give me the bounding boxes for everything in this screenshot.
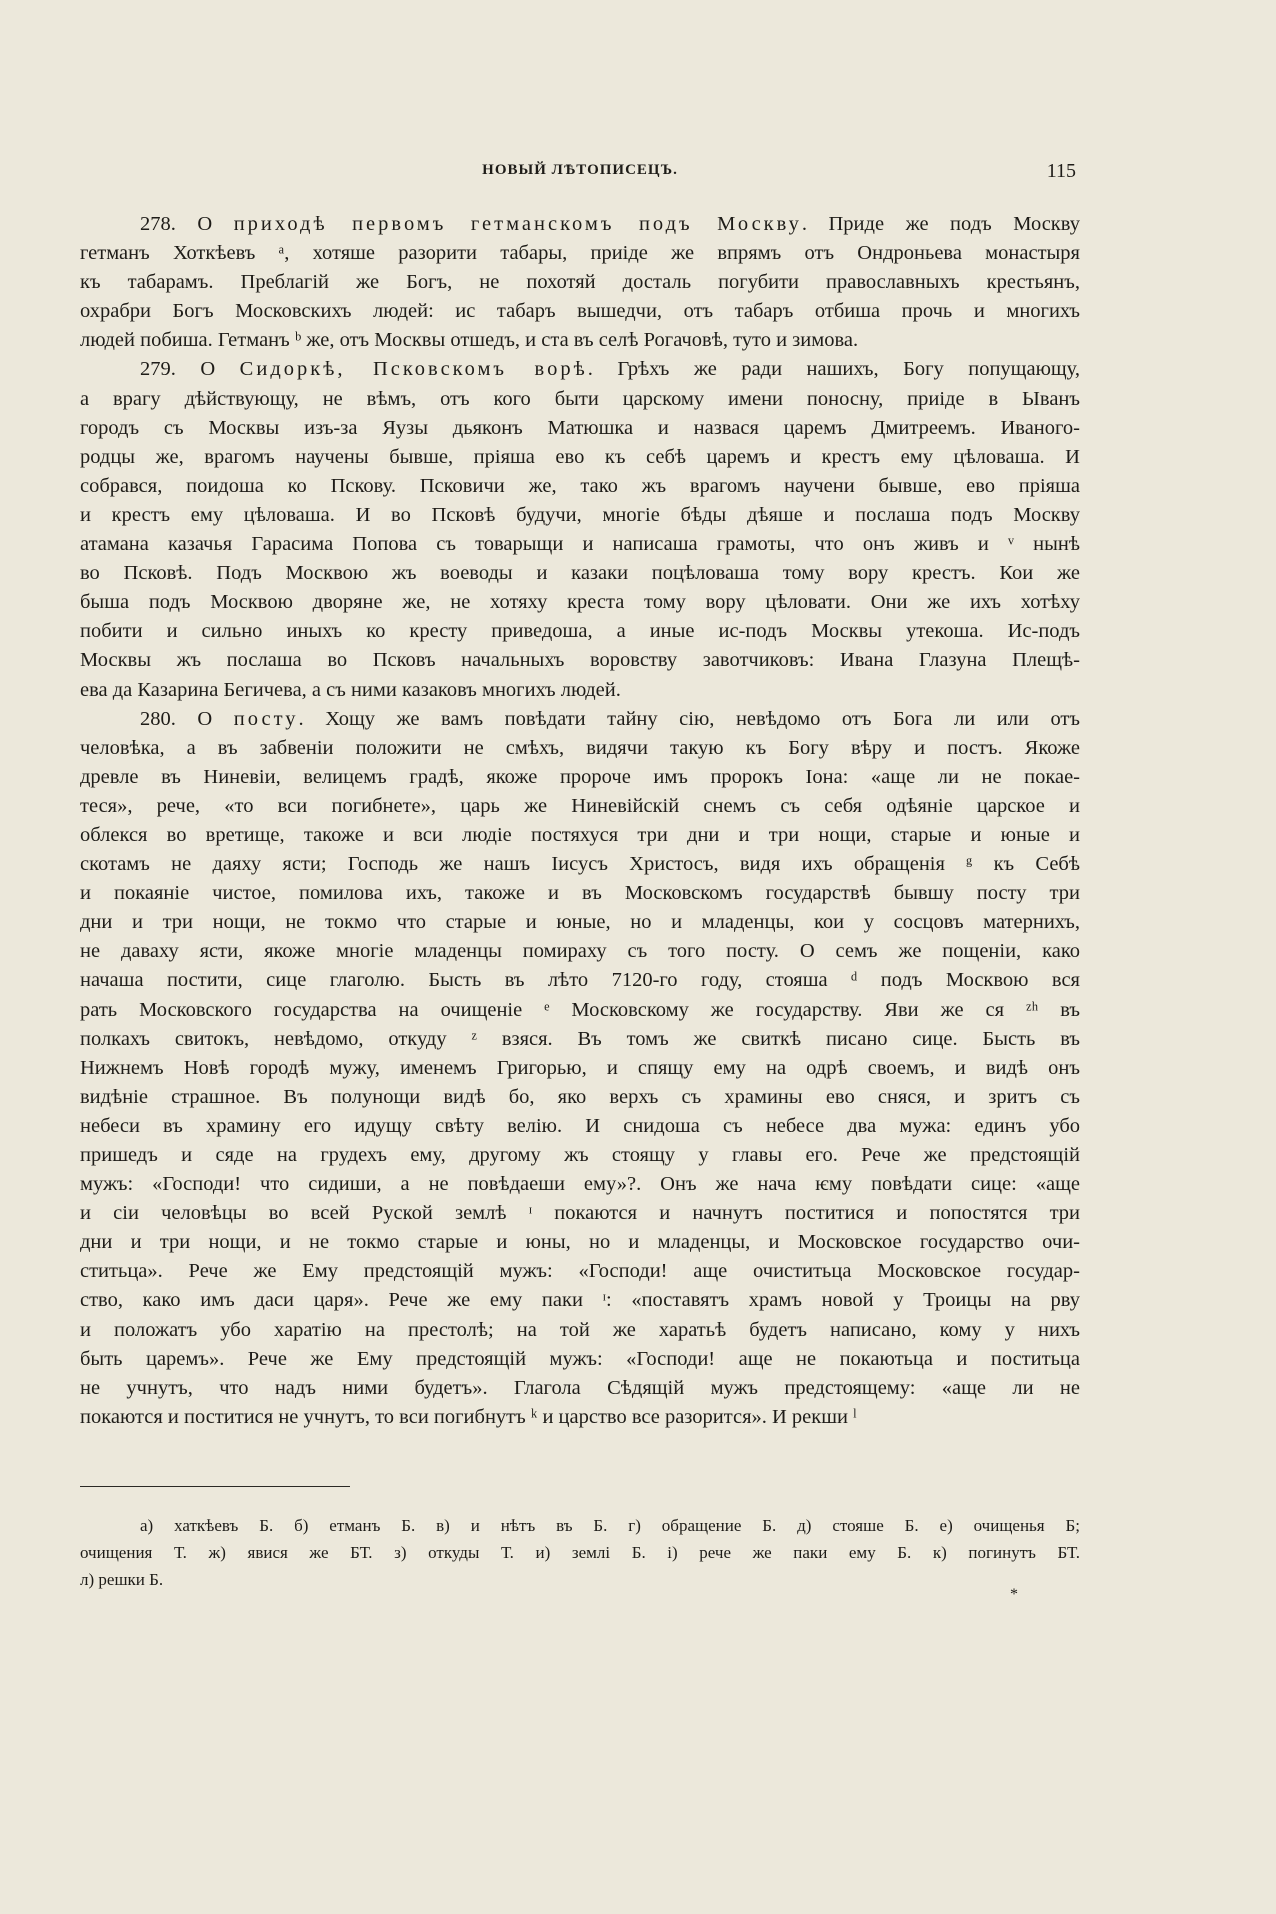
- text-line: [80, 588, 1080, 617]
- text-segment: ева да Казарина Бегичева, а съ ними казаковъ многихъ людей.: [80, 678, 621, 701]
- text-segment: начаша постити, сице глаголю. Бысть въ лѣто 7120-го году, стояша ᵈ подъ Москвою вся: [80, 969, 1080, 992]
- text-segment: древле въ Ниневіи, велицемъ градѣ, якоже пророче имъ пророкъ Іона: «аще ли не покае-: [80, 765, 1080, 788]
- footnote-line: а) хаткѣевъ Б. б) етманъ Б. в) и нѣтъ въ Б. г) обращение Б. д) стояше Б. е) очищенья Б;: [140, 1516, 1080, 1535]
- footnote-rule: [80, 1486, 350, 1487]
- text-line: [80, 1199, 1080, 1228]
- text-segment: . Хощу же вамъ повѣдати тайну сію, невѣдомо отъ Бога ли или отъ: [298, 707, 1080, 730]
- text-line: [80, 1228, 1080, 1257]
- text-line: [80, 414, 1080, 443]
- text-line: [80, 326, 1080, 355]
- text-line: [80, 268, 1080, 297]
- text-line: [80, 676, 1080, 705]
- text-line: [80, 1054, 1080, 1083]
- text-segment: не учнутъ, что надъ ними будетъ». Глагола Сѣдящій мужъ предстоящему: «аще ли не: [80, 1376, 1080, 1399]
- text-line: [80, 763, 1080, 792]
- signature-mark: *: [1010, 1586, 1018, 1603]
- text-segment: . Приде же подъ Москву: [801, 213, 1080, 235]
- page-number: 115: [1046, 160, 1076, 182]
- text-segment: и крестъ ему цѣловаша. И во Псковѣ будучи, многіе бѣды дѣяше и послаша подъ Москву: [80, 503, 1080, 526]
- text-segment: а врагу дѣйствующу, не вѣмъ, отъ кого быти царскому имени поносну, приіде в Ыванъ: [80, 387, 1080, 410]
- text-segment: Москвы жъ послаша во Псковъ начальныхъ воровству завотчиковъ: Ивана Глазуна Плещѣ-: [80, 649, 1080, 672]
- text-segment: быть царемъ». Рече же Ему предстоящій мужъ: «Господи! аще не покаютьца и поститьца: [80, 1347, 1080, 1370]
- text-segment: 280. О: [140, 707, 234, 730]
- text-line: [80, 385, 1080, 414]
- text-segment: людей побиша. Гетманъ ᵇ же, отъ Москвы отшедъ, и ста въ селѣ Рогачовѣ, туто и зимова.: [80, 329, 859, 352]
- text-segment: покаются и поститися не учнутъ, то вси погибнутъ ᵏ и царство все разорится». И рекши ˡ: [80, 1405, 857, 1428]
- text-segment: дни и три нощи, и не токмо старые и юны, но и младенцы, и Московское государство очи-: [80, 1231, 1080, 1254]
- text-segment: атамана казачья Гарасима Попова съ товарыщи и написаша грамоты, что онъ живъ и ᵛ нынѣ: [80, 533, 1080, 556]
- text-line: [80, 1112, 1080, 1141]
- text-line: [80, 297, 1080, 326]
- text-line: [80, 443, 1080, 472]
- text-segment: побити и сильно иныхъ ко кресту приведоша, а иные ис-подъ Москвы утекоша. Ис-подъ: [80, 620, 1080, 643]
- body-text: [80, 210, 1080, 1432]
- chapter-heading: посту: [233, 707, 299, 730]
- text-line: [80, 1345, 1080, 1374]
- text-line: [80, 559, 1080, 588]
- text-segment: рать Московского государства на очищеніе ᵉ Московскому же государству. Яви же ся ᶻʰ въ: [80, 998, 1080, 1021]
- running-head: [80, 162, 1080, 186]
- text-segment: 279. О: [140, 358, 240, 381]
- text-line: [80, 705, 1080, 734]
- text-line: [80, 1316, 1080, 1345]
- text-segment: видѣніе страшное. Въ полунощи видѣ бо, яко верхъ съ храмины ево сняся, и зритъ съ: [80, 1085, 1080, 1108]
- text-segment: человѣка, а въ забвеніи положити не смѣхъ, видячи такую къ Богу вѣру и постъ. Якоже: [80, 736, 1080, 759]
- text-line: [80, 472, 1080, 501]
- text-line: [80, 1170, 1080, 1199]
- text-line: [80, 1083, 1080, 1112]
- text-line: [80, 355, 1080, 384]
- text-segment: и сіи человѣцы во всей Руской землѣ ᶦ покаются и начнутъ поститися и попостятся три: [80, 1202, 1080, 1225]
- chapter-heading: Сидоркѣ, Псковскомъ ворѣ: [239, 358, 588, 381]
- text-segment: . Грѣхъ же ради нашихъ, Богу попущающу,: [587, 358, 1080, 381]
- text-segment: пришедъ и сяде на грудехъ ему, другому жъ стоящу у главы его. Рече же предстоящій: [80, 1144, 1080, 1166]
- text-segment: родцы же, врагомъ научены бывше, пріяша ево къ себѣ царемъ и крестъ ему цѣловаша. И: [80, 445, 1080, 468]
- text-line: [80, 821, 1080, 850]
- text-segment: охрабри Богъ Московскихъ людей: ис табаръ вышедчи, отъ табаръ отбиша прочь и многихъ: [80, 300, 1080, 323]
- text-segment: Нижнемъ Новѣ городѣ мужу, именемъ Григорью, и спящу ему на одрѣ своемъ, и видѣ онъ: [80, 1056, 1080, 1079]
- text-line: [80, 1025, 1080, 1054]
- text-line: [80, 1257, 1080, 1286]
- text-line: [80, 1374, 1080, 1403]
- text-segment: быша подъ Москвою дворяне же, не хотяху креста тому вору цѣловати. Они же ихъ хотѣху: [80, 591, 1080, 614]
- text-segment: къ табарамъ. Преблагій же Богъ, не похотяй досталь погубити православныхъ крестьянъ,: [80, 271, 1080, 294]
- text-line: [80, 239, 1080, 268]
- text-segment: облекся во вретище, такоже и вси людіе постяхуся три дни и три нощи, старые и юные и: [80, 823, 1080, 846]
- text-line: [80, 966, 1080, 995]
- text-line: [80, 501, 1080, 530]
- text-segment: городъ съ Москвы изъ-за Яузы дьяконъ Матюшка и назвася царемъ Дмитреемъ. Иваного-: [80, 416, 1080, 439]
- text-segment: не даваху ясти, якоже многіе младенцы помираху съ того посту. О семъ же пощеніи, како: [80, 940, 1080, 963]
- running-title: НОВЫЙ ЛѢТОПИСЕЦЪ.: [482, 162, 678, 178]
- text-line: [80, 617, 1080, 646]
- text-line: [80, 908, 1080, 937]
- text-segment: гетманъ Хоткѣевъ ᵃ, хотяше разорити табары, приіде же впрямъ отъ Ондроньева монастыря: [80, 242, 1080, 265]
- text-line: [80, 210, 1080, 239]
- text-segment: ститьца». Рече же Ему предстоящій мужъ: «Господи! аще очиститьца Московское государ-: [80, 1260, 1080, 1283]
- text-segment: 278. О: [140, 213, 234, 235]
- text-line: [80, 646, 1080, 675]
- text-segment: во Псковѣ. Подъ Москвою жъ воеводы и казаки поцѣловаша тому вору крестъ. Кои же: [80, 562, 1080, 585]
- text-segment: дни и три нощи, не токмо что старые и юные, но и младенцы, кои у сосцовъ матернихъ,: [80, 911, 1080, 934]
- text-line: [80, 937, 1080, 966]
- text-line: [80, 530, 1080, 559]
- footnote-line: л) решки Б.: [80, 1570, 164, 1589]
- footnote-line: очищения Т. ж) явися же БТ. з) откуды Т. и) землі Б. і) рече же паки ему Б. к) погинутъ БТ.: [80, 1543, 1080, 1562]
- text-segment: небеси въ храмину его идущу свѣту велію. И снидоша съ небесе два мужа: единъ убо: [80, 1114, 1080, 1137]
- text-segment: теся», рече, «то вси погибнете», царь же Ниневійскій снемъ съ себя одѣяніе царское и: [80, 794, 1080, 817]
- text-segment: полкахъ свитокъ, невѣдомо, откуду ᶻ взяся. Въ томъ же свиткѣ писано сице. Бысть въ: [80, 1027, 1080, 1050]
- text-segment: и покаяніе чистое, помилова ихъ, такоже и въ Московскомъ государствѣ бывшу посту три: [80, 882, 1080, 905]
- text-line: [80, 996, 1080, 1025]
- text-line: [80, 879, 1080, 908]
- chapter-heading: приходѣ первомъ гетманскомъ подъ Москву: [233, 213, 802, 235]
- footnotes: [80, 1512, 1080, 1593]
- text-segment: скотамъ не даяху ясти; Господь же нашъ Іисусъ Христосъ, видя ихъ обращенія ᵍ къ Себѣ: [80, 853, 1080, 876]
- text-segment: собрався, поидоша ко Пскову. Псковичи же, тако жъ врагомъ научени бывше, ево пріяша: [80, 474, 1080, 497]
- text-segment: ство, како имъ даси царя». Рече же ему паки ᶦ: «поставятъ храмъ новой у Троицы на рву: [80, 1289, 1080, 1312]
- text-line: [80, 1141, 1080, 1170]
- text-line: [80, 850, 1080, 879]
- text-line: [80, 1403, 1080, 1432]
- text-line: [80, 1286, 1080, 1315]
- text-segment: и положатъ убо харатію на престолѣ; на той же харатьѣ будетъ написано, кому у нихъ: [80, 1318, 1080, 1341]
- text-segment: мужъ: «Господи! что сидиши, а не повѣдаеши ему»?. Онъ же нача ѥму повѣдати сице: «аще: [80, 1173, 1080, 1196]
- text-line: [80, 734, 1080, 763]
- text-line: [80, 792, 1080, 821]
